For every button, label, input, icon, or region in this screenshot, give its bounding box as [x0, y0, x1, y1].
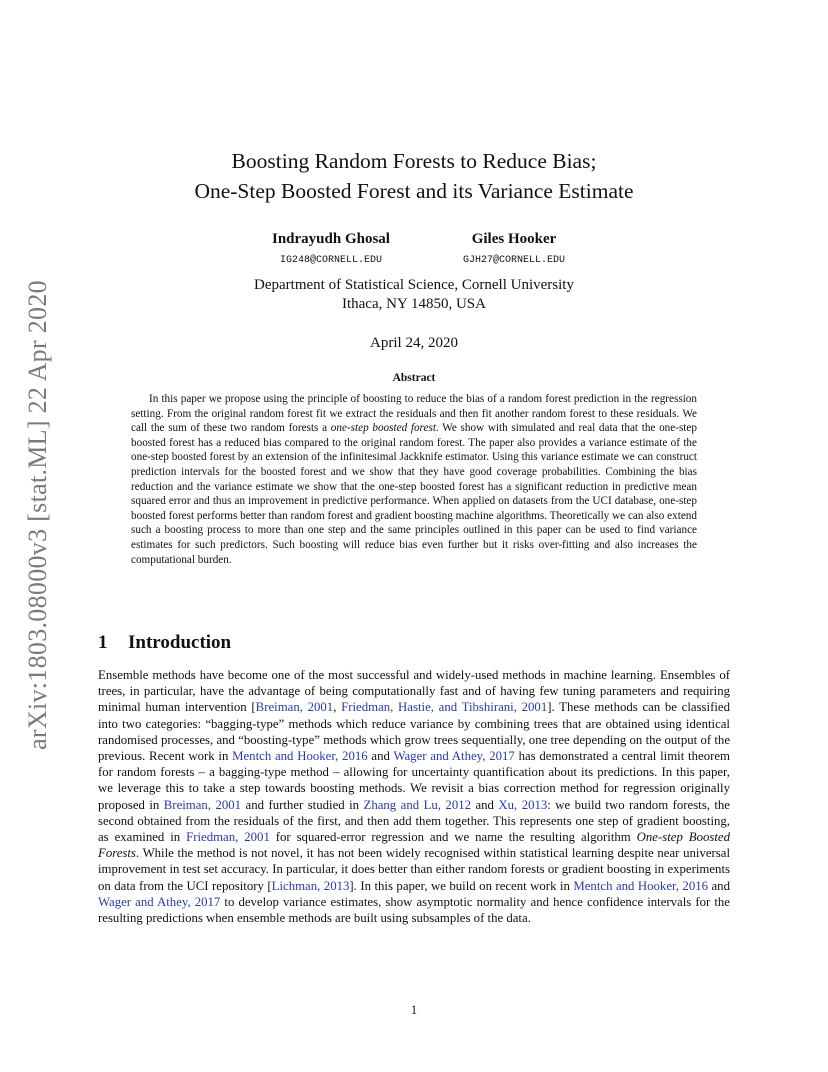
arxiv-stamp	[18, 280, 58, 750]
page-number: 1	[410, 1003, 418, 1017]
citation-link[interactable]: Wager and Athey, 2017	[98, 894, 221, 909]
intro-text: and	[708, 878, 730, 893]
citation-link[interactable]: Zhang and Lu, 2012	[363, 797, 472, 812]
intro-text: . While the method is not novel, it has not been widely recognised within statistical learning despite near universal improvement in test set accuracy. In particular, it does better than either random forests or gradient boosting in experiments on data from the UCI repository [	[98, 846, 730, 893]
author-2	[414, 229, 614, 268]
intro-text: and further studied in	[241, 797, 364, 812]
citation-link[interactable]: Wager and Athey, 2017	[393, 749, 515, 764]
affiliation	[100, 276, 728, 314]
intro-text: for squared-error regression and we name the resulting algorithm	[269, 830, 637, 845]
affiliation-line-1: Department of Statistical Science, Cornell University	[254, 277, 574, 293]
citation-link[interactable]: Mentch and Hooker, 2016	[232, 749, 368, 764]
title-line-1: Boosting Random Forests to Reduce Bias;	[231, 149, 597, 173]
section-title: Introduction	[128, 632, 232, 653]
intro-text: and	[471, 797, 499, 812]
citation-link[interactable]: Friedman, Hastie, and Tibshirani, 2001	[341, 700, 548, 715]
arxiv-stamp-text: arXiv:1803.08000v3 [stat.ML] 22 Apr 2020	[23, 280, 52, 750]
intro-text: : we build two random forests, the second obtained from the residuals of the first, and then add them together. This represents one step of gradient boosting, as examined in	[98, 797, 730, 845]
intro-text: to develop variance estimates, show asymptotic normality and hence confidence intervals for the resulting predictions when ensemble methods are built using subsamples of the data.	[98, 894, 730, 926]
paper-title	[100, 146, 728, 206]
affiliation-line-2: Ithaca, NY 14850, USA	[341, 296, 486, 312]
author-email: IG248@CORNELL.EDU	[279, 255, 383, 266]
intro-text: ,	[333, 700, 342, 715]
citation-link[interactable]: Mentch and Hooker, 2016	[573, 878, 709, 893]
citation-link[interactable]: Xu, 2013	[498, 797, 548, 812]
abstract-text: . We show with simulated and real data that the one-step boosted forest has a reduced bias compared to the original random forest. The paper also provides a variance estimate of the one-step boosted forest by an extension of the infinitesimal Jackknife estimator. Using this variance estimate we can construct prediction intervals for the boosted forest and we show that they have good coverage probabilities. Combining the bias reduction and the variance estimate we show that the one-step boosted forest has a significant reduction in predictive mean squared error and thus an improvement in predictive performance. When applied on datasets from the UCI database, one-step boosted forest performs better than random forest and gradient boosting machine algorithms. Theoretically we can also extend such a boosting process to more than one step and the same principles outlined in this paper can be used to find variance estimates for such predictors. Such boosting will reduce bias even further but it risks over-fitting and also increases the computational burden.	[131, 422, 697, 566]
section-number: 1	[98, 632, 108, 653]
citation-link[interactable]: Friedman, 2001	[186, 830, 270, 845]
section-heading	[98, 632, 231, 654]
author-1	[231, 229, 431, 268]
author-name: Giles Hooker	[471, 231, 557, 247]
citation-link[interactable]: Breiman, 2001	[163, 797, 242, 812]
intro-text: ]. In this paper, we build on recent work in	[349, 878, 574, 893]
abstract-body	[131, 392, 697, 567]
intro-text: Ensemble methods have become one of the most successful and widely-used methods in machine learning. Ensembles of trees, in particular, have the advantage of being computationally fast and of having few tuning parameters and requiring minimal human intervention [	[98, 668, 730, 715]
intro-text: has demonstrated a central limit theorem for random forests – a bagging-type method – allowing for uncertainty quantification about its predictions. In this paper, we leverage this to take a step towards boosting methods. We revisit a bias correction method for regression originally proposed in	[98, 749, 730, 812]
intro-emphasis: One-step Boosted Forests	[98, 830, 730, 861]
citation-link[interactable]: Lichman, 2013	[271, 878, 350, 893]
citation-link[interactable]: Breiman, 2001	[255, 700, 334, 715]
author-name: Indrayudh Ghosal	[272, 231, 390, 247]
intro-text: and	[367, 749, 394, 764]
title-line-2: One-Step Boosted Forest and its Variance Estimate	[194, 179, 634, 203]
abstract-text: In this paper we propose using the principle of boosting to reduce the bias of a random forest prediction in the regression setting. From the original random forest fit we extract the residuals and then fit another random forest to these residuals. We call the sum of these two random forests a	[131, 393, 697, 435]
abstract-heading: Abstract	[392, 372, 436, 384]
abstract-emphasis: one-step boosted forest	[330, 422, 436, 435]
introduction-paragraph	[98, 667, 730, 926]
paper-date: April 24, 2020	[370, 335, 458, 351]
author-email: GJH27@CORNELL.EDU	[462, 255, 566, 266]
intro-text: ]. These methods can be classified into two categories: “bagging-type” methods which reduce variance by combining trees that are obtained using identical randomised processes, and “boosting-type” methods which grow trees sequentially, one tree depending on the output of the previous. Recent work in	[98, 700, 730, 764]
